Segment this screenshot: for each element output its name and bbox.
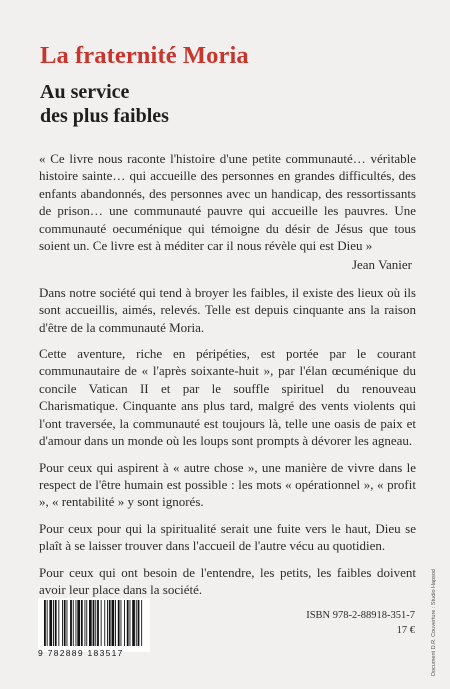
- blurb-paragraph-5: Pour ceux qui ont besoin de l'entendre, les petits, les faibles doivent avoir leur place dans la société.: [39, 564, 416, 597]
- isbn: ISBN 978-2-88918-351-7: [306, 610, 415, 621]
- blurb-paragraph-3: Pour ceux qui aspirent à « autre chose », une manière de vivre dans le respect de l'être humain est possible : les mots « opérationnel », « profit », « rentabilité » y sont ignorés.: [39, 459, 416, 510]
- quote-text: « Ce livre nous raconte l'histoire d'une petite communauté… véritable histoire sainte… qui accueille des personnes en grandes difficultés, des enfants abandonnés, des personnes avec un handicap, des ressortissants de prison… une communauté pauvre qui accueille les pauvres. Une communauté oecuménique qui témoigne du désir de Jésus que tous soient un. Ce livre est à méditer car il nous révèle qui est Dieu »: [39, 151, 416, 254]
- blurb-paragraph-2: Cette aventure, riche en péripéties, est portée par le courant communautaire de « l'après soixante-huit », par l'élan œcuménique du concile Vatican II et par le souffle spirituel du renouveau Charismatique. Cinquante ans plus tard, malgré des vents violents qui l'ont traversée, la communauté est toujours là, telle une oasis de paix et d'amour dans un monde où les loups sont prompts à dévorer les agneau.: [39, 346, 416, 449]
- subtitle-line-2: des plus faibles: [40, 105, 169, 127]
- barcode-bar: [44, 600, 46, 646]
- barcode-bar: [77, 600, 80, 646]
- barcode-bar: [86, 600, 87, 646]
- barcode-bar: [89, 600, 92, 646]
- barcode-bar: [107, 600, 108, 646]
- isbn-price-block: [287, 608, 415, 638]
- barcode-bar: [136, 600, 137, 646]
- barcode-graphic: [38, 598, 150, 648]
- barcode-bar: [115, 600, 116, 646]
- barcode-bar: [70, 600, 72, 646]
- barcode-bar: [101, 600, 102, 646]
- barcode-bar: [104, 600, 105, 646]
- barcode-bar: [95, 600, 96, 646]
- barcode-bar: [64, 600, 66, 646]
- book-title: La fraternité Moria: [40, 42, 249, 69]
- barcode-bar: [47, 600, 48, 646]
- barcode: [38, 598, 150, 652]
- barcode-bar: [97, 600, 99, 646]
- barcode-digits: 9 782889 183517: [38, 648, 124, 658]
- barcode-bar: [58, 600, 59, 646]
- barcode-bar: [112, 600, 115, 646]
- quote-author: Jean Vanier: [351, 257, 412, 273]
- barcode-bar: [67, 600, 68, 646]
- cover-credit: Document D.R. Couverture : Studio Hapsod: [431, 569, 437, 676]
- blurb-paragraph-1: Dans notre société qui tend à broyer les faibles, il existe des lieux où ils sont accueillis, aimés, relevés. Telle est depuis cinquante ans la raison d'être de la communauté Moria.: [39, 284, 416, 335]
- barcode-bar: [121, 600, 122, 646]
- barcode-bar: [93, 600, 95, 646]
- barcode-bar: [62, 600, 63, 646]
- book-subtitle: [40, 80, 169, 128]
- barcode-bar: [132, 600, 135, 646]
- barcode-bar: [109, 600, 111, 646]
- barcode-bar: [141, 600, 142, 646]
- barcode-bar: [85, 600, 86, 646]
- barcode-bar: [124, 600, 125, 646]
- barcode-bar: [127, 600, 129, 646]
- barcode-bar: [138, 600, 140, 646]
- barcode-bar: [73, 600, 74, 646]
- barcode-bar: [76, 600, 77, 646]
- barcode-bar: [130, 600, 131, 646]
- blurb: [39, 150, 416, 607]
- barcode-bar: [118, 600, 120, 646]
- barcode-bar: [49, 600, 52, 646]
- price: 17 €: [396, 625, 415, 636]
- blurb-paragraph-4: Pour ceux pour qui la spiritualité serait une fuite vers le haut, Dieu se plaît à se laisser trouver dans l'accueil de l'autre vécu au quotidien.: [39, 520, 416, 554]
- barcode-bar: [53, 600, 54, 646]
- subtitle-line-1: Au service: [40, 81, 130, 103]
- barcode-bar: [81, 600, 83, 646]
- barcode-bar: [55, 600, 57, 646]
